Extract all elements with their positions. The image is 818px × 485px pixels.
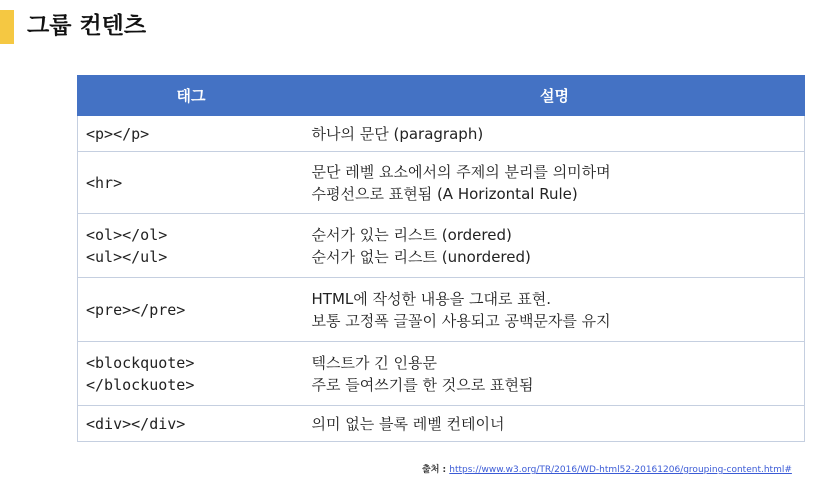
desc-line: 수평선으로 표현됨 (A Horizontal Rule) [311,184,578,203]
tag-line: <hr> [86,173,123,192]
desc-line: 하나의 문단 (paragraph) [311,124,484,143]
desc-cell [305,342,805,406]
desc-line: 주로 들여쓰기를 한 것으로 표현됨 [311,375,534,394]
grouping-content-table [77,75,805,442]
header-desc: 설명 [305,76,805,116]
tag-line: <ul></ul> [86,247,168,266]
source-label: 출처 : [422,465,450,475]
tag-cell [78,278,305,342]
header-tag: 태그 [78,76,305,116]
table-header-row [78,76,805,116]
source-citation [422,462,792,475]
tag-line: <blockquote> [86,353,195,372]
tag-cell [78,214,305,278]
tag-line: <pre></pre> [86,300,186,319]
page-title: 그룹 컨텐츠 [27,13,147,39]
desc-line: 의미 없는 블록 레벨 컨테이너 [311,414,505,433]
desc-cell [305,278,805,342]
tag-cell [78,116,305,152]
desc-cell [305,214,805,278]
desc-cell [305,406,805,442]
desc-line: 텍스트가 긴 인용문 [311,353,437,372]
table-row-ol-ul [78,214,805,278]
table-row-div [78,406,805,442]
desc-line: 보통 고정폭 글꼴이 사용되고 공백문자를 유지 [311,311,611,330]
tag-cell [78,152,305,214]
tag-line: <ol></ol> [86,225,168,244]
tag-cell [78,342,305,406]
source-link[interactable]: https://www.w3.org/TR/2016/WD-html52-20161206/grouping-content.html# [449,465,792,475]
tag-line: <p></p> [86,124,150,143]
tag-line: <div></div> [86,414,186,433]
desc-line: 순서가 없는 리스트 (unordered) [311,247,531,266]
tag-line: </blockuote> [86,375,195,394]
tag-cell [78,406,305,442]
title-accent-bar [0,10,14,44]
desc-line: 순서가 있는 리스트 (ordered) [311,225,512,244]
table-row-hr [78,152,805,214]
desc-line: 문단 레벨 요소에서의 주제의 분리를 의미하며 [311,162,611,181]
table-row-pre [78,278,805,342]
table-row-blockquote [78,342,805,406]
desc-line: HTML에 작성한 내용을 그대로 표현. [311,289,551,308]
table-row-p [78,116,805,152]
desc-cell [305,116,805,152]
desc-cell [305,152,805,214]
